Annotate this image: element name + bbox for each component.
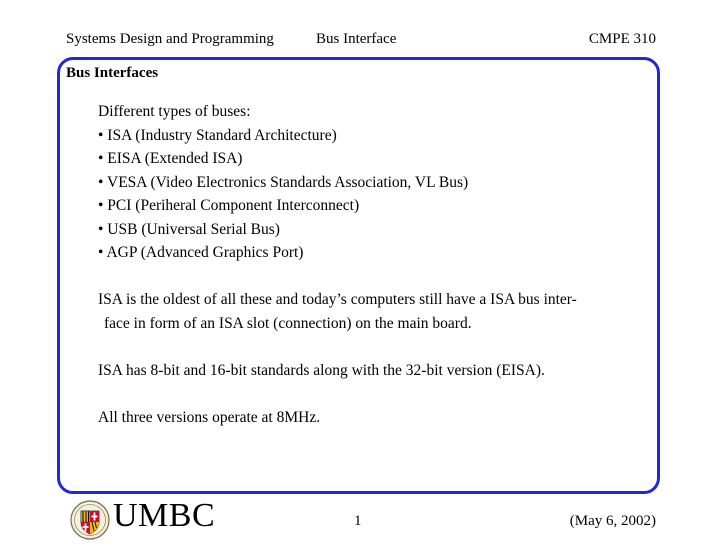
header-course-name: Systems Design and Programming: [66, 31, 274, 47]
spacer: [98, 382, 668, 406]
footer-date: (May 6, 2002): [569, 513, 656, 529]
umbc-seal-icon: [70, 500, 110, 540]
bullet-eisa: • EISA (Extended ISA): [98, 150, 243, 167]
intro-text: Different types of buses:: [98, 103, 251, 120]
header-topic: Bus Interface: [316, 31, 397, 47]
bullet-pci: • PCI (Periheral Component Interconnect): [98, 197, 360, 214]
bullet-isa: • ISA (Industry Standard Architecture): [98, 126, 337, 144]
section-title: Bus Interfaces: [66, 65, 159, 81]
page-number: 1: [354, 513, 362, 529]
bullet-usb: • USB (Universal Serial Bus): [98, 220, 280, 238]
bullet-agp: • AGP (Advanced Graphics Port): [98, 244, 304, 261]
paragraph-2: ISA has 8-bit and 16-bit standards along with the 32-bit version (EISA).: [98, 361, 545, 379]
slide-body: [98, 100, 668, 429]
spacer: [98, 265, 668, 289]
header-course-code: CMPE 310: [588, 31, 656, 47]
paragraph-1-line-2: face in form of an ISA slot (connection) on the main board.: [104, 314, 472, 332]
bullet-vesa: • VESA (Video Electronics Standards Association, VL Bus): [98, 173, 469, 191]
paragraph-1-line-1: ISA is the oldest of all these and today’s computers still have a ISA bus inter-: [98, 291, 577, 308]
spacer: [98, 335, 668, 359]
paragraph-3: All three versions operate at 8MHz.: [98, 408, 321, 426]
org-name: UMBC: [113, 497, 216, 534]
